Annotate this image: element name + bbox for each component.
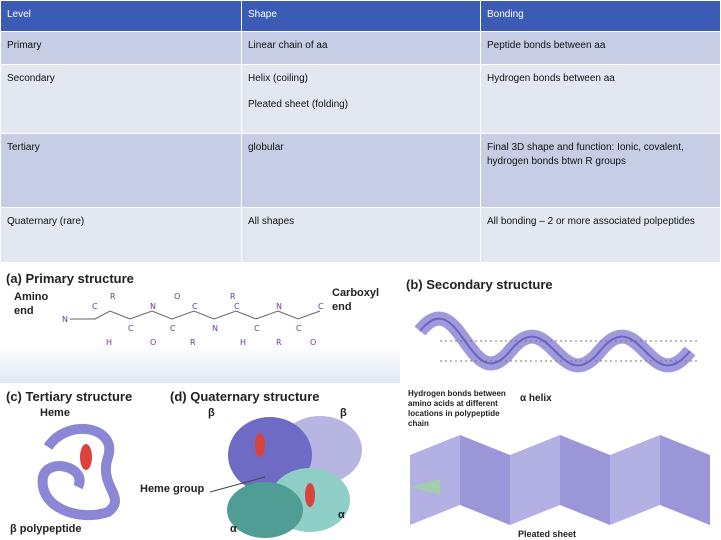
cell-level: Primary [1,32,242,65]
cell-bonding: Peptide bonds between aa [481,32,721,65]
cell-level: Secondary [1,65,242,134]
carboxyl-label: Carboxyl [332,287,380,299]
hbond-note: Hydrogen bonds between amino acids at different locations in polypeptide chain [408,389,506,428]
table-row [1,134,721,208]
alpha-helix-label: α helix [520,393,552,404]
svg-text:R: R [276,338,282,347]
polypeptide-label: β polypeptide [10,523,82,535]
svg-text:R: R [230,292,236,301]
svg-text:O: O [174,292,181,301]
protein-structure-table [0,0,721,263]
secondary-structure-figure [400,263,720,540]
secondary-title: (b) Secondary structure [406,277,553,292]
amino-label: Amino [14,291,49,303]
svg-text:N: N [276,302,282,311]
svg-text:N: N [212,324,218,333]
peptide-chain-diagram [40,291,330,351]
carboxyl-end-label: end [332,301,352,313]
svg-text:C: C [92,302,98,311]
tertiary-structure-figure [0,383,160,540]
alpha-label-2: α [230,523,237,535]
header-level: Level [1,1,242,32]
svg-text:C: C [170,324,176,333]
quaternary-title: (d) Quaternary structure [170,389,320,404]
table-row [1,208,721,263]
primary-structure-figure [0,263,400,383]
svg-text:C: C [318,302,324,311]
svg-text:C: C [234,302,240,311]
svg-text:R: R [190,338,196,347]
svg-text:H: H [240,338,247,347]
quaternary-complex-diagram [210,405,400,540]
tertiary-title: (c) Tertiary structure [6,389,133,404]
svg-text:N: N [62,315,68,324]
beta-label-2: β [340,407,347,419]
header-shape: Shape [242,1,481,32]
cell-shape: globular [242,134,481,208]
primary-title: (a) Primary structure [6,271,134,286]
pleated-sheet-diagram [400,435,720,525]
heme-group-label: Heme group [140,483,205,495]
cell-level: Quaternary (rare) [1,208,242,263]
cell-shape: All shapes [242,208,481,263]
cell-shape: Linear chain of aa [242,32,481,65]
header-bonding: Bonding [481,1,721,32]
svg-text:C: C [296,324,302,333]
shape-line-1: Helix (coiling) [248,73,309,84]
shape-line-2: Pleated sheet (folding) [248,99,349,110]
svg-text:C: C [192,302,198,311]
pleated-sheet-label: Pleated sheet [518,529,577,539]
svg-text:H: H [106,338,113,347]
cell-bonding: Final 3D shape and function: Ionic, covalent, hydrogen bonds btwn R groups [481,134,721,208]
svg-text:R: R [110,292,116,301]
tertiary-fold-diagram [28,417,138,517]
svg-text:O: O [310,338,317,347]
svg-text:N: N [150,302,156,311]
svg-text:O: O [150,338,157,347]
table-row [1,65,721,134]
svg-text:C: C [254,324,260,333]
table-row [1,32,721,65]
cell-shape [242,65,481,134]
amino-end-label: end [14,305,34,317]
cell-level: Tertiary [1,134,242,208]
alpha-label-1: α [338,509,345,521]
quaternary-structure-figure [140,383,400,540]
heme-label: Heme [40,407,70,419]
cell-bonding: All bonding – 2 or more associated polpeptides [481,208,721,263]
table-header-row [1,1,721,32]
cell-bonding: Hydrogen bonds between aa [481,65,721,134]
beta-label-1: β [208,407,215,419]
svg-text:C: C [128,324,134,333]
